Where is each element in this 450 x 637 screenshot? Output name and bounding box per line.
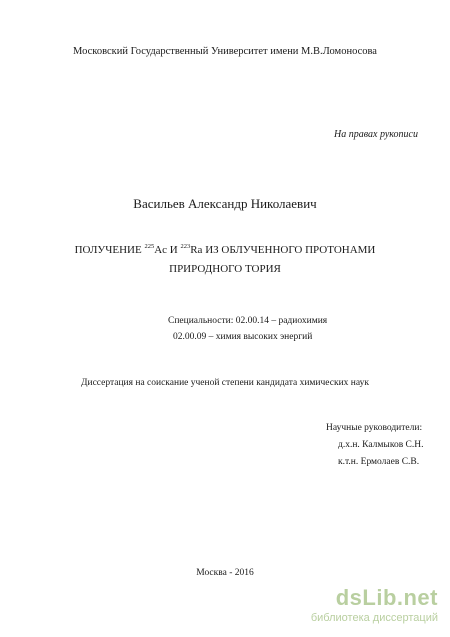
dslib-watermark [288, 585, 438, 629]
dissertation-statement: Диссертация на соискание ученой степени кандидата химических наук [81, 378, 369, 388]
ac-symbol: Ac И [154, 244, 181, 256]
watermark-subtitle: библиотека диссертаций [310, 612, 438, 624]
city-year: Москва - 2016 [196, 568, 254, 578]
title-part1: ПОЛУЧЕНИЕ [74, 244, 145, 256]
specialty-line-1: Специальности: 02.00.14 – радиохимия [168, 316, 328, 326]
author-name: Васильев Александр Николаевич [133, 196, 317, 211]
specialty-line-2: 02.00.09 – химия высоких энергий [173, 332, 313, 342]
rights-note: На правах рукописи [334, 129, 418, 140]
supervisor-2: к.т.н. Ермолаев С.В. [338, 457, 420, 467]
thesis-title-line1 [0, 244, 450, 256]
ra-symbol: Ra ИЗ ОБЛУЧЕННОГО ПРОТОНАМИ [190, 244, 376, 256]
ra-mass-number: 223 [180, 243, 191, 250]
watermark-logo: dsLib.net [335, 585, 438, 610]
ac-mass-number: 225 [144, 243, 155, 250]
supervisors-label: Научные руководители: [326, 423, 423, 433]
thesis-title-line2: ПРИРОДНОГО ТОРИЯ [169, 263, 281, 275]
supervisor-1: д.х.н. Калмыков С.Н. [338, 440, 424, 450]
university-name: Московский Государственный Университет имени М.В.Ломоносова [73, 46, 377, 57]
